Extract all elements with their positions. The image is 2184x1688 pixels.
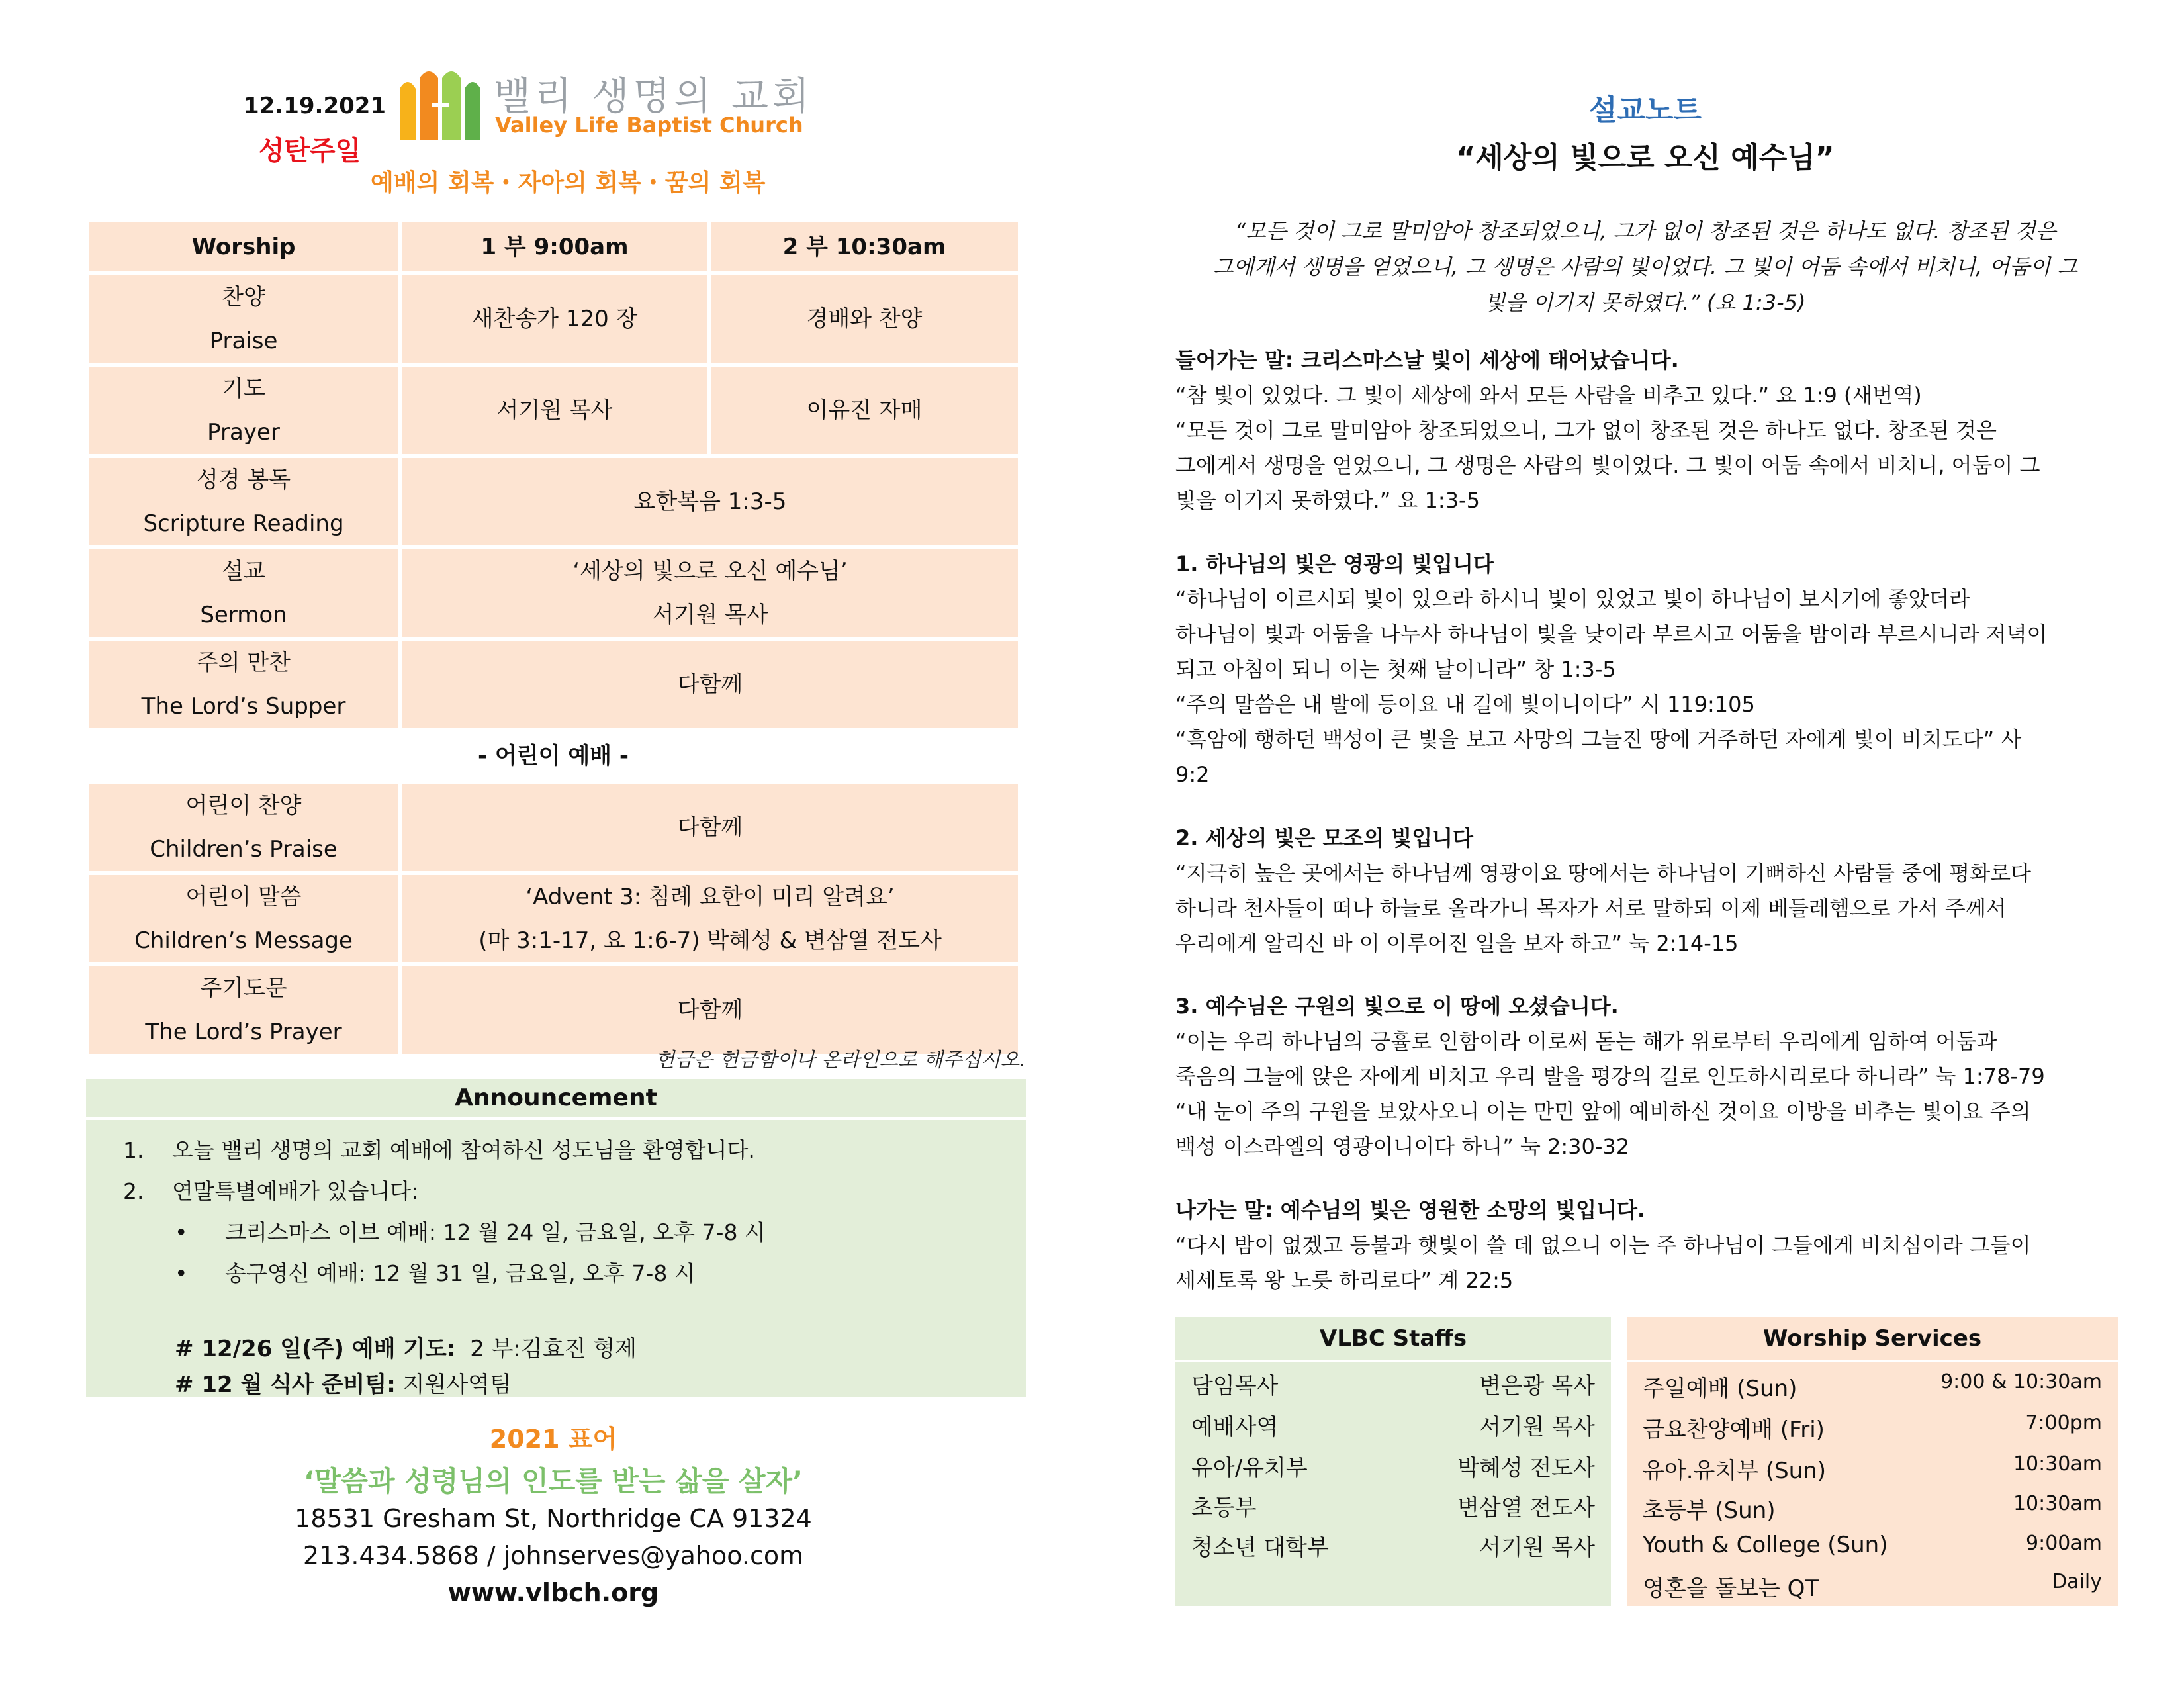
staff-name: 변삼열 전도사 (1457, 1495, 1595, 1521)
section-line: 되고 아침이 되니 이는 첫째 날이니라” 창 1:3-5 (1175, 657, 1616, 682)
list-item (1175, 1529, 1611, 1569)
staff-role: 담임목사 (1191, 1373, 1279, 1399)
row-label (89, 549, 398, 637)
list-item (1175, 1489, 1611, 1529)
staff-name: 변은광 목사 (1479, 1373, 1595, 1399)
both-services-cell (402, 875, 1018, 962)
worship-order-table (85, 218, 1022, 1058)
row-label (89, 275, 398, 363)
both-services-cell: 요한복음 1:3-5 (402, 458, 1018, 545)
verse-line: 빛을 이기지 못하였다.” (요 1:3-5) (1484, 290, 1806, 315)
church-name-korean: 밸리 생명의 교회 (494, 73, 814, 118)
row-label-en: The Lord’s Prayer (145, 1019, 342, 1045)
list-item-text: 송구영신 예배: 12 월 31 일, 금요일, 오후 7-8 시 (225, 1260, 696, 1286)
bullet-icon: • (175, 1260, 188, 1286)
section-heading: 2. 세상의 빛은 모조의 빛입니다 (1175, 825, 1473, 851)
section-line: “내 눈이 주의 구원을 보았사오니 이는 만민 앞에 예비하신 것이요 이방을 비추는 빛이요 주의 (1175, 1099, 2031, 1124)
sermon-title: ‘세상의 빛으로 오신 예수님’ (572, 558, 848, 585)
both-services-cell (402, 549, 1018, 637)
staff-role: 유아/유치부 (1191, 1455, 1308, 1481)
header-worship: Worship (89, 222, 398, 271)
section-heading: 3. 예수님은 구원의 빛으로 이 땅에 오셨습니다. (1175, 994, 1619, 1019)
church-contact: 213.434.5868 / johnserves@yahoo.com (302, 1541, 804, 1570)
year-motto-label: 2021 표어 (489, 1425, 617, 1454)
staff-name: 서기원 목사 (1479, 1414, 1595, 1440)
service-name: 금요찬양예배 (Fri) (1643, 1417, 1825, 1443)
table-row (89, 458, 1018, 545)
section-line: “참 빛이 있었다. 그 빛이 세상에 와서 모든 사람을 비추고 있다.” 요 1:9 (새번역) (1175, 383, 1922, 408)
list-item (1627, 1570, 2118, 1610)
prayer-value: 2 부:김효진 형제 (470, 1336, 637, 1362)
list-item-text: 크리스마스 이브 예배: 12 월 24 일, 금요일, 오후 7-8 시 (225, 1219, 766, 1245)
list-item-text: 오늘 밸리 생명의 교회 예배에 참여하신 성도님을 환영합니다. (172, 1137, 755, 1163)
church-name-english: Valley Life Baptist Church (495, 113, 803, 138)
list-item-number: 2. (123, 1178, 144, 1204)
row-label (89, 367, 398, 454)
row-label-kr: 기도 (222, 375, 265, 402)
second-service-cell: 이유진 자매 (711, 367, 1018, 454)
list-item (123, 1174, 418, 1205)
meal-team-assignment (175, 1366, 512, 1399)
list-item (1627, 1370, 2118, 1410)
meal-team-value: 지원사역팀 (402, 1372, 512, 1398)
row-label-kr: 주의 만찬 (196, 649, 291, 676)
prayer-label: # 12/26 일(주) 예배 기도: (175, 1336, 456, 1362)
list-item (1175, 1450, 1611, 1489)
section-heading: 나가는 말: 예수님의 빛은 영원한 소망의 빛입니다. (1175, 1197, 1646, 1223)
table-row (89, 275, 1018, 363)
year-motto: ‘말씀과 성령님의 인도를 받는 삶을 살자’ (303, 1465, 803, 1497)
section-line: “모든 것이 그로 말미암아 창조되었으니, 그가 없이 창조된 것은 하나도 없다. 창조된 것은 (1175, 418, 1997, 443)
section-heading: 1. 하나님의 빛은 영광의 빛입니다 (1175, 551, 1494, 577)
row-label-en: Praise (209, 328, 278, 354)
first-service-cell: 서기원 목사 (402, 367, 707, 454)
verse-line: “모든 것이 그로 말미암아 창조되었으니, 그가 없이 창조된 것은 하나도 없다. 창조된 것은 (1234, 218, 2056, 244)
service-name: 영혼을 돌보는 QT (1643, 1575, 1819, 1602)
church-logo-icon (397, 69, 483, 142)
bulletin-date: 12.19.2021 (244, 93, 387, 119)
both-services-cell: 다함께 (402, 784, 1018, 871)
list-item (1627, 1411, 2118, 1451)
row-label-kr: 설교 (222, 558, 265, 585)
staff-role: 초등부 (1191, 1495, 1257, 1521)
first-service-cell: 새찬송가 120 장 (402, 275, 707, 363)
list-item (123, 1133, 755, 1164)
sermon-key-verse (1175, 213, 2115, 320)
second-service-cell: 경배와 찬양 (711, 275, 1018, 363)
list-item (1627, 1492, 2118, 1532)
row-label-en: Prayer (207, 419, 280, 445)
both-services-cell: 다함께 (402, 966, 1018, 1054)
section-line: “이는 우리 하나님의 긍휼로 인함이라 이로써 돋는 해가 위로부터 우리에게 임하여 어둠과 (1175, 1029, 1997, 1054)
list-item-number: 1. (123, 1137, 144, 1163)
row-label-en: Scripture Reading (143, 510, 344, 537)
sermon-preacher: 서기원 목사 (652, 602, 768, 628)
list-item (1175, 1409, 1611, 1448)
section-line: 세세토록 왕 노릇 하리로다” 계 22:5 (1175, 1268, 1514, 1293)
sermon-outro (1175, 1193, 2122, 1298)
kids-worship-header (89, 732, 1018, 780)
list-item-text: 연말특별예배가 있습니다: (172, 1178, 419, 1204)
section-line: 하나님이 빛과 어둠을 나누사 하나님이 빛을 낮이라 부르시고 어둠을 밤이라 부르시니라 저녁이 (1175, 622, 2048, 647)
sermon-point-1 (1175, 547, 2122, 792)
row-label-kr: 주기도문 (200, 975, 287, 1002)
table-row (89, 966, 1018, 1054)
announcement-title: Announcement (86, 1079, 1026, 1120)
sermon-point-2 (1175, 821, 2122, 961)
service-name: 유아.유치부 (Sun) (1643, 1458, 1827, 1484)
kids-message-title: ‘Advent 3: 침례 요한이 미리 알려요’ (525, 884, 895, 910)
row-label (89, 784, 398, 871)
sermon-intro (1175, 343, 2122, 518)
sermon-notes-title: 설교노트 (1588, 93, 1702, 127)
service-time: 9:00am (2026, 1532, 2102, 1555)
table-row (89, 549, 1018, 637)
section-line: 백성 이스라엘의 영광이니이다 하니” 눅 2:30-32 (1175, 1134, 1630, 1159)
table-row (89, 641, 1018, 728)
kids-message-reference: (마 3:1-17, 요 1:6-7) 박혜성 & 변삼열 전도사 (478, 927, 942, 954)
service-name: 초등부 (Sun) (1643, 1497, 1776, 1524)
section-line: 죽음의 그늘에 앉은 자에게 비치고 우리 발을 평강의 길로 인도하시리로다 하니라” 눅 1:78-79 (1175, 1064, 2045, 1089)
section-heading: 들어가는 말: 크리스마스날 빛이 세상에 태어났습니다. (1175, 348, 1679, 373)
service-time: 10:30am (2013, 1452, 2102, 1476)
bullet-icon: • (175, 1219, 188, 1245)
staff-role: 청소년 대학부 (1191, 1534, 1329, 1561)
header-second-service: 2 부 10:30am (711, 222, 1018, 271)
occasion-title: 성탄주일 (258, 136, 361, 166)
worship-services-panel (1627, 1317, 2118, 1606)
section-line: 9:2 (1175, 762, 1210, 787)
row-label (89, 966, 398, 1054)
section-line: 우리에게 알리신 바 이 이루어진 일을 보자 하고” 눅 2:14-15 (1175, 931, 1739, 956)
list-item (175, 1215, 766, 1246)
both-services-cell: 다함께 (402, 641, 1018, 728)
service-time: 9:00 & 10:30am (1940, 1370, 2102, 1393)
section-line: “흑암에 행하던 백성이 큰 빛을 보고 사망의 그늘진 땅에 거주하던 자에게 빛이 비치도다” 사 (1175, 727, 2022, 752)
row-label-kr: 어린이 말씀 (185, 884, 302, 910)
offering-note: 헌금은 헌금함이나 온라인으로 해주십시오. (655, 1049, 1026, 1072)
row-label-kr: 성경 봉독 (196, 467, 291, 493)
list-item (1627, 1532, 2118, 1571)
verse-line: 그에게서 생명을 얻었으니, 그 생명은 사람의 빛이었다. 그 빛이 어둠 속에서 비치니, 어둠이 그 (1212, 254, 2078, 279)
prayer-assignment (175, 1331, 637, 1363)
service-name: 주일예배 (Sun) (1643, 1376, 1797, 1402)
section-line: 하니라 천사들이 떠나 하늘로 올라가니 목자가 서로 말하되 이제 베들레헴으로 가서 주께서 (1175, 896, 2007, 921)
church-website-link[interactable]: www.vlbch.org (447, 1578, 659, 1607)
church-address: 18531 Gresham St, Northridge CA 91324 (295, 1504, 812, 1533)
service-time: 7:00pm (2025, 1411, 2102, 1434)
staff-name: 박혜성 전도사 (1457, 1455, 1595, 1481)
row-label-kr: 찬양 (222, 284, 265, 310)
section-line: 그에게서 생명을 얻었으니, 그 생명은 사람의 빛이었다. 그 빛이 어둠 속에서 비치니, 어둠이 그 (1175, 453, 2040, 478)
announcement-panel (86, 1079, 1026, 1397)
row-label (89, 641, 398, 728)
row-label-en: Sermon (200, 602, 287, 628)
staff-panel (1175, 1317, 1611, 1606)
service-time: 10:30am (2013, 1492, 2102, 1515)
section-line: 빛을 이기지 못하였다.” 요 1:3-5 (1175, 488, 1480, 513)
row-label (89, 875, 398, 962)
staff-title: VLBC Staffs (1175, 1317, 1611, 1362)
section-line: “지극히 높은 곳에서는 하나님께 영광이요 땅에서는 하나님이 기뻐하신 사람들 중에 평화로다 (1175, 861, 2031, 886)
services-title: Worship Services (1627, 1317, 2118, 1362)
list-item (1175, 1368, 1611, 1407)
list-item (175, 1256, 696, 1288)
church-motto: 예배의 회복・자아의 회복・꿈의 회복 (371, 169, 766, 197)
kids-worship-title: - 어린이 예배 - (89, 732, 1018, 780)
section-line: “하나님이 이르시되 빛이 있으라 하시니 빛이 있었고 빛이 하나님이 보시기에 좋았더라 (1175, 586, 1970, 612)
row-label-en: Children’s Praise (150, 836, 338, 863)
meal-team-label: # 12 월 식사 준비팀: (175, 1372, 396, 1398)
sermon-notes-subtitle: “세상의 빛으로 오신 예수님” (1456, 141, 1835, 175)
list-item (1627, 1452, 2118, 1492)
section-line: “주의 말씀은 내 발에 등이요 내 길에 빛이니이다” 시 119:105 (1175, 692, 1755, 717)
service-time: Daily (2052, 1570, 2102, 1593)
table-row (89, 784, 1018, 871)
staff-role: 예배사역 (1191, 1414, 1279, 1440)
table-row (89, 875, 1018, 962)
table-row (89, 367, 1018, 454)
staff-name: 서기원 목사 (1479, 1534, 1595, 1561)
header-first-service: 1 부 9:00am (402, 222, 707, 271)
row-label-en: Children’s Message (134, 927, 353, 954)
section-line: “다시 밤이 없겠고 등불과 햇빛이 쓸 데 없으니 이는 주 하나님이 그들에게 비치심이라 그들이 (1175, 1233, 2031, 1258)
row-label-en: The Lord’s Supper (141, 693, 346, 720)
row-label (89, 458, 398, 545)
worship-table-header (89, 222, 1018, 271)
service-name: Youth & College (Sun) (1643, 1532, 1888, 1558)
sermon-point-3 (1175, 989, 2122, 1164)
row-label-kr: 어린이 찬양 (185, 792, 302, 819)
